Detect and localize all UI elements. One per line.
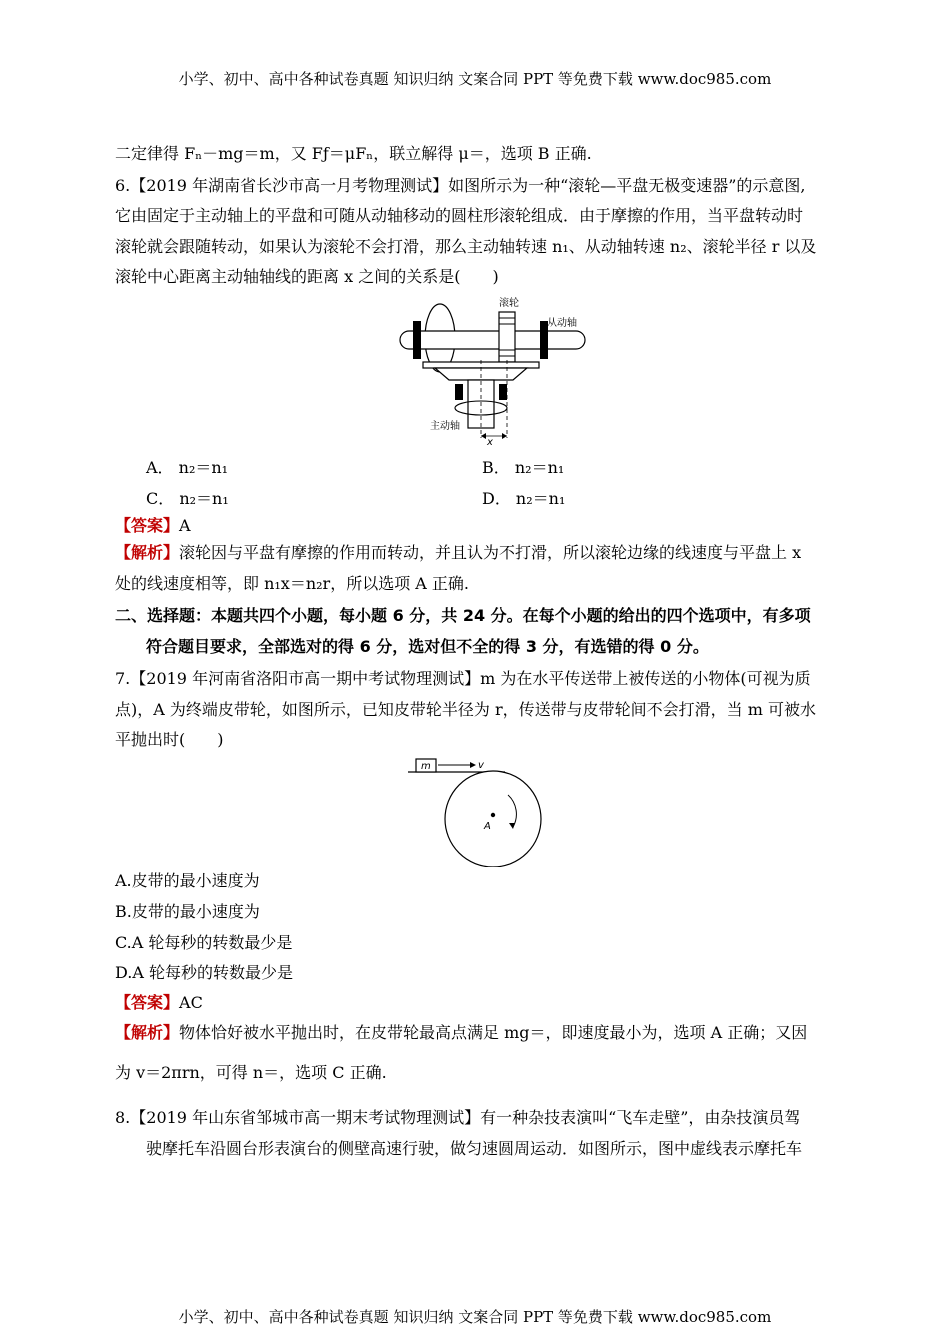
- explanation-line: [115, 542, 801, 564]
- option-b: B.皮带的最小速度为: [115, 902, 260, 921]
- explanation-line: 处的线速度相等，即 n₁x＝n₂r，所以选项 A 正确.: [115, 574, 470, 593]
- question-6-line: 6.【2019 年湖南省长沙市高一月考物理测试】如图所示为一种“滚轮—平盘无极变速器”的示意图,: [115, 176, 806, 195]
- variator-diagram: [395, 288, 595, 448]
- label-m: m: [421, 761, 431, 772]
- question-8-line: 8.【2019 年山东省邹城市高一期末考试物理测试】有一种杂技表演叫“飞车走壁”，由杂技演员驾: [115, 1108, 801, 1127]
- explanation-line: [115, 1022, 807, 1044]
- option-a: A． n₂＝n₁: [146, 458, 229, 477]
- label-v: v: [478, 760, 484, 771]
- option-b: B． n₂＝n₁: [482, 458, 565, 477]
- label-driver-shaft: 主动轴: [430, 421, 460, 432]
- option-c: C． n₂＝n₁: [146, 489, 229, 508]
- answer-tag: 【答案】: [115, 993, 180, 1012]
- explanation-text: 物体恰好被水平抛出时，在皮带轮最高点满足 mg＝，即速度最小为，选项 A 正确；又因: [179, 1023, 808, 1042]
- question-7-line: 平抛出时( ): [115, 730, 224, 749]
- page-footer: 小学、初中、高中各种试卷真题 知识归纳 文案合同 PPT 等免费下载 www.doc985.com: [178, 1308, 772, 1326]
- answer-line: [115, 515, 191, 537]
- option-c: C.A 轮每秒的转数最少是: [115, 933, 293, 952]
- conveyor-diagram: [408, 755, 558, 867]
- driven-shaft: [400, 331, 585, 349]
- answer-value: AC: [179, 993, 203, 1012]
- section-heading: 符合题目要求，全部选对的得 6 分，选对但不全的得 3 分，有选错的得 0 分。: [146, 637, 709, 656]
- roller: [499, 312, 515, 362]
- question-7-line: 7.【2019 年河南省洛阳市高一期中考试物理测试】m 为在水平传送带上被传送的小物体(可视为质: [115, 669, 811, 688]
- explanation-line: 为 v＝2πrn，可得 n＝，选项 C 正确.: [115, 1063, 387, 1082]
- page-header: 小学、初中、高中各种试卷真题 知识归纳 文案合同 PPT 等免费下载 www.doc985.com: [178, 70, 772, 88]
- question-8-line: 驶摩托车沿圆台形表演台的侧壁高速行驶，做匀速圆周运动．如图所示，图中虚线表示摩托车: [146, 1139, 803, 1158]
- explanation-text: 滚轮因与平盘有摩擦的作用而转动，并且认为不打滑，所以滚轮边缘的线速度与平盘上 x: [179, 543, 802, 562]
- option-d: D.A 轮每秒的转数最少是: [115, 963, 293, 982]
- label-x: x: [487, 437, 493, 448]
- pulley-a: [445, 771, 541, 867]
- explanation-tag: 【解析】: [115, 1023, 180, 1042]
- bearing: [499, 384, 507, 400]
- question-6-line: 滚轮就会跟随转动，如果认为滚轮不会打滑，那么主动轴转速 n₁、从动轴转速 n₂、滚轮半径 r 以及: [115, 237, 817, 256]
- option-d: D． n₂＝n₁: [482, 489, 566, 508]
- question-6-line: 它由固定于主动轴上的平盘和可随从动轴移动的圆柱形滚轮组成．由于摩擦的作用，当平盘转动时: [115, 206, 804, 225]
- label-roller: 滚轮: [499, 298, 519, 309]
- answer-line: [115, 992, 203, 1014]
- bearing: [413, 321, 421, 359]
- text-line: 二定律得 Fₙ－mg＝m，又 Fƒ＝μFₙ，联立解得 μ＝，选项 B 正确.: [115, 144, 592, 163]
- option-a: A.皮带的最小速度为: [115, 871, 260, 890]
- bearing: [455, 384, 463, 400]
- label-a: A: [484, 821, 491, 832]
- explanation-tag: 【解析】: [115, 543, 180, 562]
- question-6-line: 滚轮中心距离主动轴轴线的距离 x 之间的关系是( ): [115, 267, 499, 286]
- velocity-arrow-icon: [470, 762, 476, 768]
- label-driven-shaft: 从动轴: [547, 318, 577, 329]
- answer-tag: 【答案】: [115, 516, 180, 535]
- question-7-line: 点)，A 为终端皮带轮，如图所示，已知皮带轮半径为 r，传送带与皮带轮间不会打滑，当 m 可被水: [115, 700, 816, 719]
- section-heading: 二、选择题：本题共四个小题，每小题 6 分，共 24 分。在每个小题的给出的四个选项中，有多项: [115, 606, 811, 625]
- answer-value: A: [179, 516, 191, 535]
